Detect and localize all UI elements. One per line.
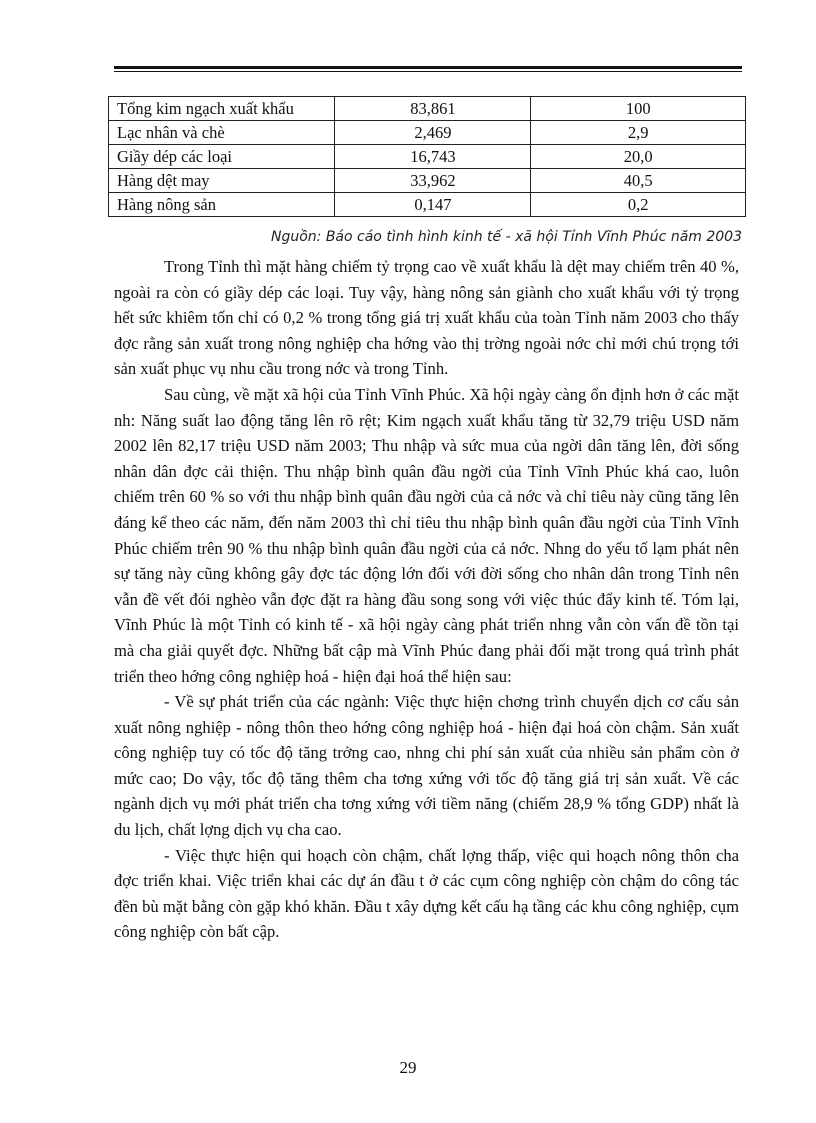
row-name: Tổng kim ngạch xuất khẩu bbox=[109, 97, 335, 121]
row-value: 83,861 bbox=[335, 97, 531, 121]
row-name: Giầy dép các loại bbox=[109, 145, 335, 169]
row-value: 33,962 bbox=[335, 169, 531, 193]
export-table bbox=[108, 96, 746, 217]
paragraph: Sau cùng, về mặt xã hội của Tỉnh Vĩnh Phúc. Xã hội ngày càng ổn định hơn ở các mặt nh: Năng suất lao động tăng lên rõ rệt; Kim ngạch xuất khẩu tăng từ 32,79 triệu USD năm 2002 lên 82,17 triệu USD năm 2003; Thu nhập và sức mua của ngời dân tăng lên, đời sống nhân dân đợc cải thiện. Thu nhập bình quân đầu ngời của Tỉnh Vĩnh Phúc khá cao, luôn chiếm trên 60 % so với thu nhập bình quân đầu ngời của cả nớc và chỉ tiêu này cũng tăng lên đáng kể theo các năm, đến năm 2003 thì chỉ tiêu thu nhập bình quân đầu ngời của Tỉnh Vĩnh Phúc chiếm trên 90 % thu nhập bình quân đầu ngời của cả nớc. Nhng do yếu tố lạm phát nên sự tăng này cũng không gây đợc tác động lớn đối với đời sống cho nhân dân trong Tỉnh nên vẫn đề vết đói nghèo vẫn đợc đặt ra hàng đầu song song với việc thúc đẩy kinh tế. Tóm lại, Vĩnh Phúc là một Tỉnh có kinh tế - xã hội ngày càng phát triển nhng vẫn còn vấn đề tồn tại mà cha giải quyết đợc. Những bất cập mà Vĩnh Phúc đang phải đối mặt trong quá trình phát triển theo hớng công nghiệp hoá - hiện đại hoá thể hiện sau: bbox=[114, 384, 739, 686]
row-share: 100 bbox=[531, 97, 746, 121]
row-share: 0,2 bbox=[531, 193, 746, 217]
paragraph: - Về sự phát triển của các ngành: Việc thực hiện chơng trình chuyển dịch cơ cấu sản xuất nông nghiệp - nông thôn theo hớng công nghiệp hoá - hiện đại hoá còn chậm. Sản xuất công nghiệp tuy có tốc độ tăng trởng cao, nhng chi phí sản xuất của nhiều sản phẩm còn ở mức cao; Do vậy, tốc độ tăng thêm cha tơng xứng với tốc độ tăng giá trị sản xuất. Về các ngành dịch vụ mới phát triển cha tơng xứng với tiềm năng (chiếm 28,9 % tổng GDP) nhất là du lịch, chất lợng dịch vụ cha cao. bbox=[114, 692, 739, 840]
table-source-note: Nguồn: Báo cáo tình hình kinh tế - xã hội Tỉnh Vĩnh Phúc năm 2003 bbox=[270, 229, 742, 245]
paragraph: Trong Tỉnh thì mặt hàng chiếm tỷ trọng cao về xuất khẩu là dệt may chiếm trên 40 %, ngoài ra còn có giầy dép các loại. Tuy vậy, hàng nông sản giành cho xuất khẩu với tỷ trọng hết sức khiêm tốn chỉ có 0,2 % trong tổng giá trị xuất khẩu của toàn Tỉnh năm 2003 cho thấy đợc rằng sản xuất trong nông nghiệp cha hớng vào thị trờng ngoài nớc chỉ mới chú trọng tới sản xuất phục vụ nhu cầu trong nớc và trong Tỉnh. bbox=[114, 257, 739, 379]
body-text bbox=[114, 254, 739, 945]
table-row bbox=[109, 193, 746, 217]
row-share: 2,9 bbox=[531, 121, 746, 145]
header-rule-thick bbox=[114, 66, 742, 69]
row-name: Hàng dệt may bbox=[109, 169, 335, 193]
page-number: 29 bbox=[399, 1058, 417, 1077]
header-rule-thin bbox=[114, 71, 742, 72]
table-row bbox=[109, 121, 746, 145]
row-value: 16,743 bbox=[335, 145, 531, 169]
row-value: 2,469 bbox=[335, 121, 531, 145]
table-row bbox=[109, 169, 746, 193]
row-name: Lạc nhân và chè bbox=[109, 121, 335, 145]
row-share: 40,5 bbox=[531, 169, 746, 193]
table-row bbox=[109, 145, 746, 169]
row-share: 20,0 bbox=[531, 145, 746, 169]
table-row bbox=[109, 97, 746, 121]
row-value: 0,147 bbox=[335, 193, 531, 217]
row-name: Hàng nông sản bbox=[109, 193, 335, 217]
paragraph: - Việc thực hiện qui hoạch còn chậm, chất lợng thấp, việc qui hoạch nông thôn cha đợc triển khai. Việc triển khai các dự án đầu t ở các cụm công nghiệp còn chậm do công tác đền bù mặt bằng còn gặp khó khăn. Đầu t xây dựng kết cấu hạ tầng các khu công nghiệp, cụm công nghiệp còn bất cập. bbox=[114, 845, 739, 942]
